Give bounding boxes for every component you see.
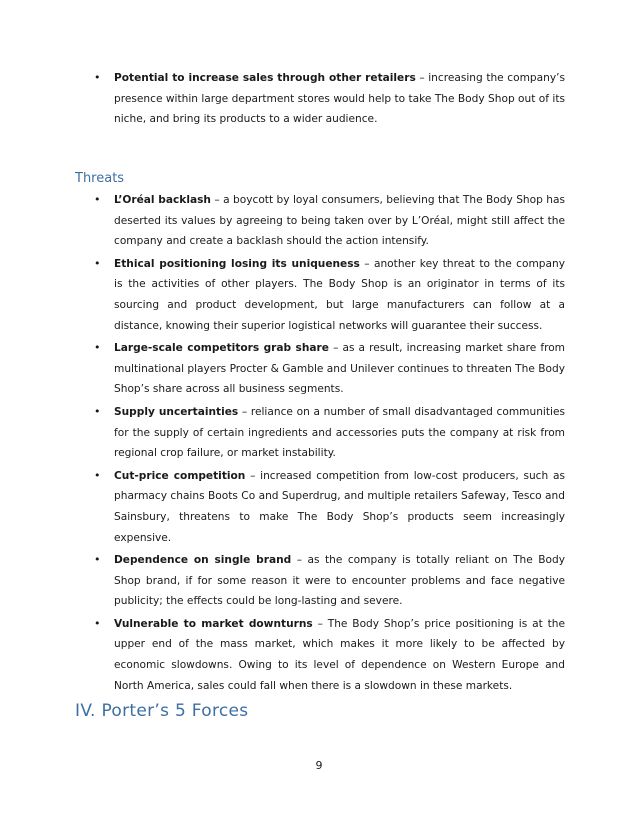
section-heading-porters-forces: IV. Porter’s 5 Forces <box>75 701 249 721</box>
list-item <box>0 614 638 696</box>
item-lead: Cut-price competition <box>114 469 246 482</box>
item-lead: Vulnerable to market downturns <box>114 617 313 630</box>
opportunities-list-continued <box>0 68 638 132</box>
item-lead: Supply uncertainties <box>114 405 239 418</box>
bullet-icon: • <box>94 404 101 418</box>
item-text: – reliance on a number of small disadvantaged communities for the supply of certain ingredients and accessories puts the company at risk from regional crop failure, or market instability. <box>114 405 565 460</box>
item-text: – The Body Shop’s price positioning is at the upper end of the mass market, which makes it more likely to be affected by economic slowdowns. Owing to its level of dependence on Western Europe and North America, sales could fall when there is a slowdown in these markets. <box>114 617 565 692</box>
item-text: – a boycott by loyal consumers, believing that The Body Shop has deserted its values by agreeing to being taken over by L’Oréal, might still affect the company and create a backlash should the action intensify. <box>114 194 566 248</box>
item-text: – as a result, increasing market share from multinational players Procter & Gamble and Unilever continues to threaten The Body Shop’s share across all business segments. <box>114 342 565 396</box>
page-number: 9 <box>315 759 323 772</box>
bullet-icon: • <box>94 468 101 482</box>
list-item <box>0 254 638 336</box>
item-text: – increasing the company’s presence within large department stores would help to take The Body Shop out of its niche, and bring its products to a wider audience. <box>114 72 565 126</box>
item-lead: Large-scale competitors grab share <box>114 342 329 355</box>
bullet-icon: • <box>94 71 101 84</box>
list-item <box>0 68 638 130</box>
list-item <box>0 550 638 612</box>
bullet-icon: • <box>94 256 101 270</box>
threats-heading: Threats <box>75 171 125 186</box>
list-item <box>0 466 638 548</box>
bullet-icon: • <box>94 341 101 355</box>
item-text: – as the company is totally reliant on The Body Shop brand, if for some reason it were to encounter problems and face negative publicity; the effects could be long-lasting and severe. <box>114 554 565 608</box>
list-item <box>0 338 638 400</box>
item-text: – another key threat to the company is the activities of other players. The Body Shop is an originator in terms of its sourcing and product development, but large manufacturers can follow at a distance, knowing their superior logistical networks will guarantee their success. <box>114 257 565 332</box>
item-lead: L’Oréal backlash <box>114 194 211 206</box>
list-item <box>0 190 638 252</box>
bullet-icon: • <box>94 553 101 567</box>
item-lead: Potential to increase sales through other retailers <box>114 72 416 84</box>
item-lead: Ethical positioning losing its uniqueness <box>114 257 360 270</box>
list-item <box>0 402 638 464</box>
item-text: – increased competition from low-cost producers, such as pharmacy chains Boots Co and Superdrug, and multiple retailers Safeway, Tesco and Sainsbury, threatens to make The Body Shop’s products seem increasingly expensive. <box>114 469 565 544</box>
bullet-icon: • <box>94 193 101 206</box>
bullet-icon: • <box>94 616 101 630</box>
item-lead: Dependence on single brand <box>114 554 292 567</box>
threats-list <box>0 190 638 698</box>
